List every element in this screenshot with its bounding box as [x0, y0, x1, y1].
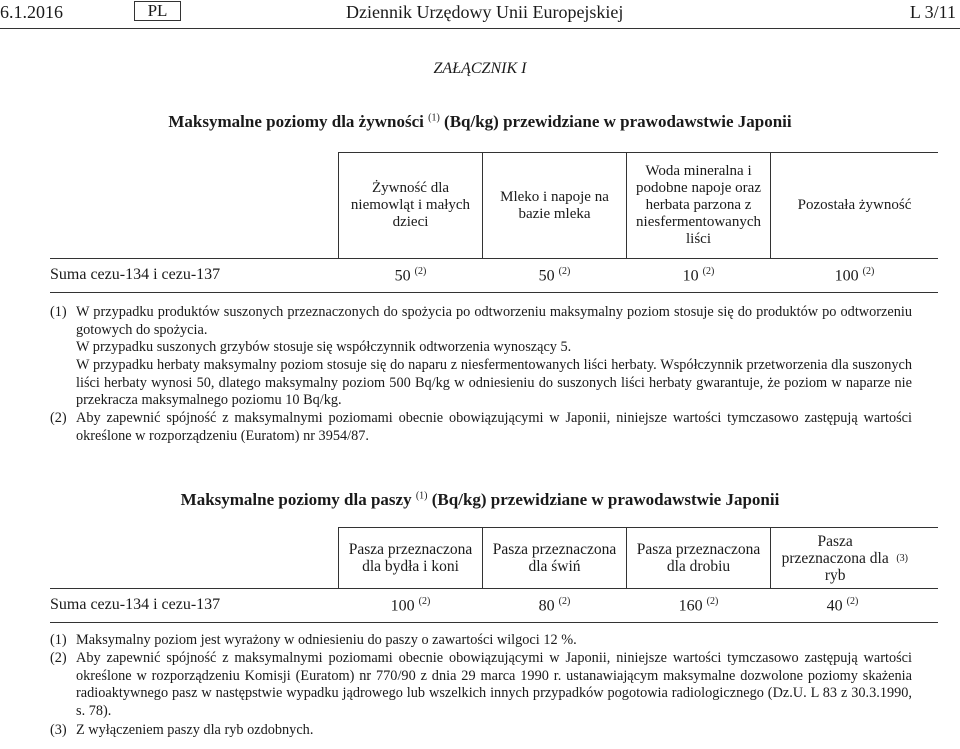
feed-footnote-1-mark: (1)	[50, 632, 67, 648]
journal-title: Dziennik Urzędowy Unii Europejskiej	[346, 2, 624, 22]
feed-footnote-3-mark: (3)	[50, 722, 67, 738]
feed-table-title	[0, 490, 960, 510]
food-value-footnote-ref: (2)	[414, 266, 427, 277]
feed-value: 100	[390, 597, 415, 615]
feed-footnote-1-text: Maksymalny poziom jest wyrażony w odniesieniu do paszy o zawartości wilgoci 12 %.	[76, 632, 577, 648]
feed-table-bottom-rule	[50, 622, 938, 623]
food-value-cell	[627, 266, 770, 285]
food-col-header: Pozostała żywność	[797, 197, 912, 213]
feed-value-footnote-ref: (2)	[706, 596, 719, 607]
page-number: L 3/11	[909, 2, 956, 22]
feed-value-footnote-ref: (2)	[418, 596, 431, 607]
feed-title-pre: Maksymalne poziomy dla paszy	[180, 490, 412, 509]
food-value-cell	[771, 266, 938, 285]
food-col-header: Żywność dla niemowląt i małych dzieci	[350, 180, 471, 230]
feed-col-header-footnote-ref: (3)	[896, 552, 908, 564]
food-table-title	[0, 112, 960, 132]
annex-label: ZAŁĄCZNIK I	[433, 60, 527, 77]
header-divider	[0, 28, 960, 29]
feed-col-header	[627, 528, 770, 588]
feed-row-label: Suma cezu-134 i cezu-137	[50, 596, 221, 613]
food-value-footnote-ref: (2)	[558, 266, 571, 277]
food-footnote-1-text: W przypadku produktów suszonych przeznaczonych do spożycia po odtworzeniu maksymalny poziom stosuje się do produktów po odtworzeniu gotowych do spożycia.	[76, 304, 912, 338]
food-title-footnote-ref: (1)	[428, 112, 440, 124]
food-value-cell	[339, 266, 482, 285]
food-value-footnote-ref: (2)	[862, 266, 875, 277]
feed-footnote-2-mark: (2)	[50, 650, 67, 666]
feed-value-cell	[483, 596, 626, 615]
feed-col-header	[483, 528, 626, 588]
feed-title-footnote-ref: (1)	[415, 490, 428, 502]
food-footnote-2-text: Aby zapewnić spójność z maksymalnymi poziomami obecnie obowiązującymi w Japonii, niniejsze wartości tymczasowo zastępują wartości określone w rozporządzeniu (Euratom) nr 3954/87.	[76, 410, 912, 444]
feed-value-footnote-ref: (2)	[558, 596, 571, 607]
feed-col-header-text: Pasza przeznaczona dla bydła i koni	[348, 541, 473, 575]
feed-value-cell	[339, 596, 482, 615]
food-row-label: Suma cezu-134 i cezu-137	[50, 266, 221, 283]
feed-value: 40	[826, 597, 843, 615]
feed-value-cell	[627, 596, 770, 615]
food-footnote-1-text: W przypadku herbaty maksymalny poziom stosuje się do naparu z niesfermentowanych liści herbaty. Współczynnik przetworzenia dla suszonych liści herbaty wynosi 50, dlatego maksymalny poziom 500 Bq/kg w odniesieniu do suszonych liści herbaty gwarantuje, że poziom w naparze nie przekracza maksymalnego poziomu 10 Bq/kg.	[76, 357, 912, 408]
feed-value: 160	[678, 597, 703, 615]
food-title-post: (Bq/kg) przewidziane w prawodawstwie Japonii	[444, 112, 792, 131]
food-value: 50	[538, 267, 555, 285]
feed-col-header-text: Pasza przeznaczona dla drobiu	[636, 541, 761, 575]
feed-col-header	[339, 528, 482, 588]
feed-footnote-3-text: Z wyłączeniem paszy dla ryb ozdobnych.	[76, 722, 314, 738]
language-badge: PL	[134, 1, 181, 21]
feed-value-cell	[771, 596, 914, 615]
food-value: 100	[834, 267, 859, 285]
food-title-pre: Maksymalne poziomy dla żywności	[168, 112, 424, 131]
feed-value-footnote-ref: (2)	[846, 596, 859, 607]
food-value-cell	[483, 266, 626, 285]
food-col-header: Woda mineralna i podobne napoje oraz herbata parzona z niesfermentowanych liści	[636, 163, 761, 247]
food-value: 10	[682, 267, 699, 285]
feed-title-post: (Bq/kg) przewidziane w prawodawstwie Japonii	[431, 490, 780, 509]
feed-col-header-text: Pasza przeznaczona dla ryb	[781, 532, 889, 584]
feed-col-header	[771, 528, 914, 588]
food-footnote-1-mark: (1)	[50, 304, 67, 320]
feed-value: 80	[538, 597, 555, 615]
food-footnote-2-mark: (2)	[50, 410, 67, 426]
food-value-footnote-ref: (2)	[702, 266, 715, 277]
feed-footnote-2-text: Aby zapewnić spójność z maksymalnymi poziomami obecnie obowiązującymi w Japonii, niniejsze wartości tymczasowo zastępują wartości określone w rozporządzeniu Komisji (Euratom) nr 770/90 z dnia 29 marca 1990 r. ustanawiającym maksymalne dozwolone poziomy skażenia radioaktywnego pasz w następstwie wypadku jądrowego lub wszelkich innych przypadków pogotowia radiologicznego (Dz.U. L 83 z 30.3.1990, s. 78).	[76, 650, 912, 719]
food-table-bottom-rule	[50, 292, 938, 293]
food-footnote-1-text: W przypadku suszonych grzybów stosuje się współczynnik odtworzenia wynoszący 5.	[76, 339, 572, 355]
feed-col-header-text: Pasza przeznaczona dla świń	[492, 541, 617, 575]
food-col-header: Mleko i napoje na bazie mleka	[500, 188, 609, 222]
feed-header-rule	[50, 588, 938, 589]
food-header-rule	[50, 258, 938, 259]
header-date: 6.1.2016	[0, 2, 63, 22]
food-value: 50	[394, 267, 411, 285]
